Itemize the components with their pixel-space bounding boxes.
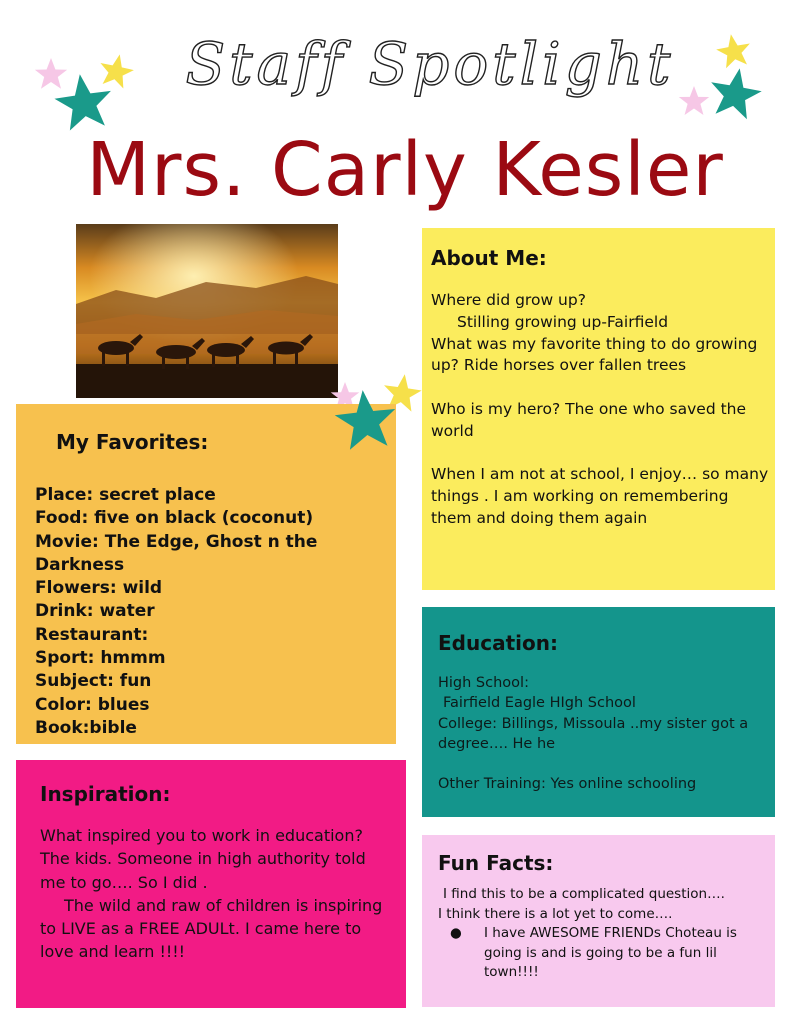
education-heading: Education: <box>438 631 558 655</box>
staff-spotlight-title: Staff Spotlight <box>185 30 675 98</box>
list-item: Subject: fun <box>35 671 152 692</box>
star-icon <box>54 74 114 134</box>
high-school-label: High School: <box>438 675 529 691</box>
favorites-panel <box>16 404 396 744</box>
list-item: Restaurant: <box>35 624 149 645</box>
inspiration-paragraph: The wild and raw of children is inspiring to LIVE as a FREE ADULt. I came here to love and learn !!!! <box>40 895 383 962</box>
list-item: Movie: The Edge, Ghost n the Darkness <box>35 531 318 575</box>
star-icon <box>716 34 752 70</box>
college-text: College: Billings, Missoula ..my sister got a degree…. He he <box>438 715 749 752</box>
list-item: Drink: water <box>35 601 155 622</box>
about-me-heading: About Me: <box>431 246 547 270</box>
about-question-enjoy: When I am not at school, I enjoy… so many things . I am working on remembering them and doing them again <box>431 465 769 527</box>
list-item <box>438 924 768 983</box>
inspiration-text <box>40 824 390 964</box>
star-icon <box>678 86 710 118</box>
about-me-text <box>431 290 769 530</box>
inspiration-paragraph: What inspired you to work in education? The kids. Someone in high authority told me to go…. So I did . <box>40 826 366 892</box>
horses-sunset-photo <box>76 224 338 398</box>
about-me-panel <box>422 228 775 590</box>
list-item: Book:bible <box>35 717 137 738</box>
inspiration-heading: Inspiration: <box>40 782 171 806</box>
list-item: Food: five on black (coconut) <box>35 508 314 529</box>
fun-facts-line: I find this to be a complicated question…. <box>443 886 725 902</box>
fun-facts-panel <box>422 835 775 1007</box>
about-question-favorite-thing: What was my favorite thing to do growing up? Ride horses over fallen trees <box>431 334 758 375</box>
fun-facts-line: I think there is a lot yet to come…. <box>438 905 673 922</box>
fun-facts-heading: Fun Facts: <box>438 851 554 875</box>
list-item: Sport: hmmm <box>35 648 166 669</box>
bullet-icon: ● <box>450 925 462 941</box>
education-text <box>438 673 768 794</box>
fun-facts-bullet-text: I have AWESOME FRIENDs Choteau is going is and is going to be a fun lil town!!!! <box>484 925 737 980</box>
education-panel <box>422 607 775 817</box>
high-school-name: Fairfield Eagle HIgh School <box>443 695 636 712</box>
fun-facts-list <box>438 924 768 983</box>
about-question-hero: Who is my hero? The one who saved the world <box>431 399 747 440</box>
favorites-heading: My Favorites: <box>56 430 209 454</box>
favorites-list <box>35 484 385 740</box>
about-answer-grow-up: Stilling growing up-Fairfield <box>457 312 669 331</box>
star-icon <box>334 390 398 454</box>
list-item: Flowers: wild <box>35 578 163 599</box>
inspiration-panel <box>16 760 406 1008</box>
other-training-text: Other Training: Yes online schooling <box>438 776 697 793</box>
staff-name-heading: Mrs. Carly Kesler <box>86 127 724 213</box>
list-item: Color: blues <box>35 694 150 715</box>
fun-facts-text <box>438 885 768 983</box>
star-icon <box>708 68 762 122</box>
list-item: Place: secret place <box>35 485 216 505</box>
about-question-grow-up: Where did grow up? <box>431 291 586 309</box>
